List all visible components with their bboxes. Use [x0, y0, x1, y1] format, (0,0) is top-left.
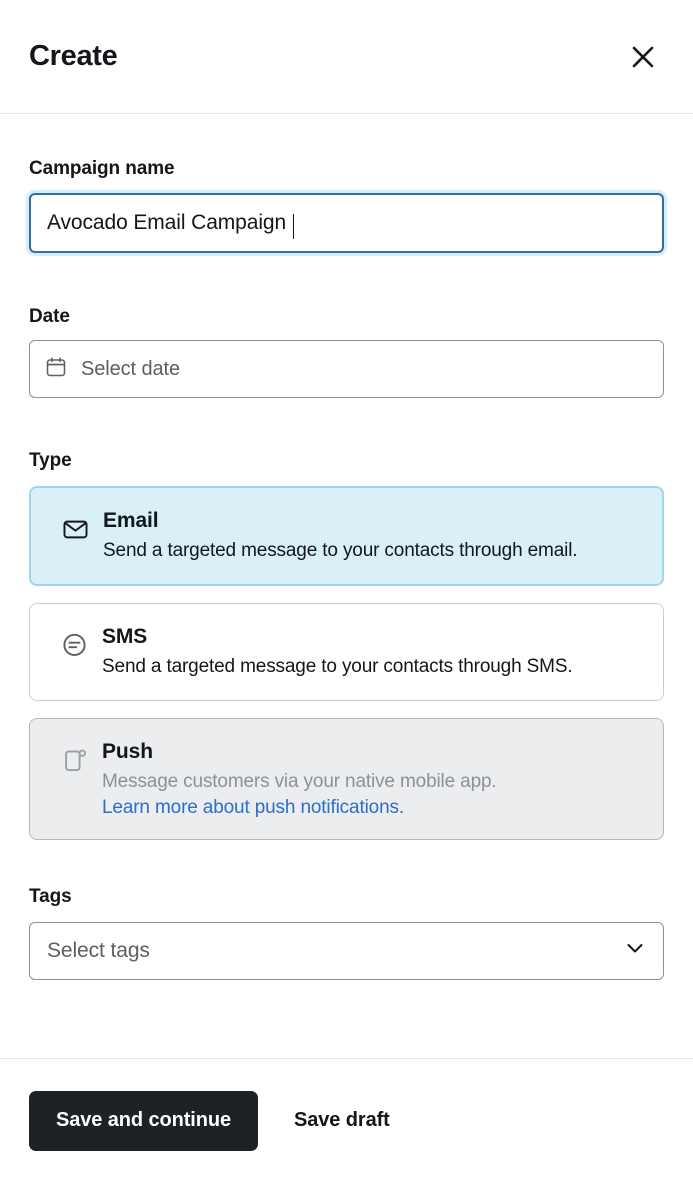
campaign-name-field-group — [29, 158, 664, 253]
modal-body — [0, 114, 693, 1058]
text-caret — [293, 214, 294, 239]
tags-select[interactable] — [29, 922, 664, 980]
date-label: Date — [29, 306, 70, 327]
type-option-list — [29, 486, 664, 840]
type-label: Type — [29, 450, 72, 471]
save-and-continue-button[interactable]: Save and continue — [29, 1091, 258, 1151]
mobile-push-icon — [48, 739, 100, 774]
campaign-name-input[interactable] — [29, 193, 664, 253]
type-option-email[interactable] — [29, 486, 664, 586]
tags-label: Tags — [29, 885, 72, 907]
close-icon[interactable] — [623, 37, 663, 77]
type-option-sms-description: Send a targeted message to your contacts through SMS. — [102, 656, 573, 678]
type-option-email-body — [101, 508, 644, 564]
modal-header — [0, 0, 693, 114]
type-option-push-name: Push — [102, 739, 153, 763]
type-option-push-body — [100, 739, 645, 819]
type-option-email-description: Send a targeted message to your contacts through email. — [103, 540, 578, 562]
tags-placeholder: Select tags — [47, 938, 150, 962]
type-option-sms-name: SMS — [102, 624, 148, 648]
type-option-push — [29, 718, 664, 840]
campaign-name-value: Avocado Email Campaign — [47, 211, 287, 234]
date-placeholder: Select date — [81, 357, 180, 380]
type-field-group — [29, 450, 664, 840]
envelope-icon — [49, 508, 101, 543]
campaign-name-label: Campaign name — [29, 158, 175, 179]
date-input[interactable] — [29, 340, 664, 398]
type-option-push-description: Message customers via your native mobile app. — [102, 771, 497, 793]
chevron-down-icon — [623, 936, 647, 965]
type-option-email-name: Email — [103, 509, 159, 532]
push-learn-more-link[interactable]: Learn more about push notifications. — [102, 796, 404, 818]
tags-field-group — [29, 886, 664, 980]
type-option-sms-body — [100, 624, 645, 680]
calendar-icon — [45, 356, 67, 383]
date-field-group — [29, 306, 664, 398]
page-title: Create — [29, 40, 118, 72]
modal-footer — [0, 1058, 693, 1182]
chat-bubble-icon — [48, 624, 100, 659]
save-draft-button[interactable]: Save draft — [294, 1109, 390, 1131]
type-option-sms[interactable] — [29, 603, 664, 701]
